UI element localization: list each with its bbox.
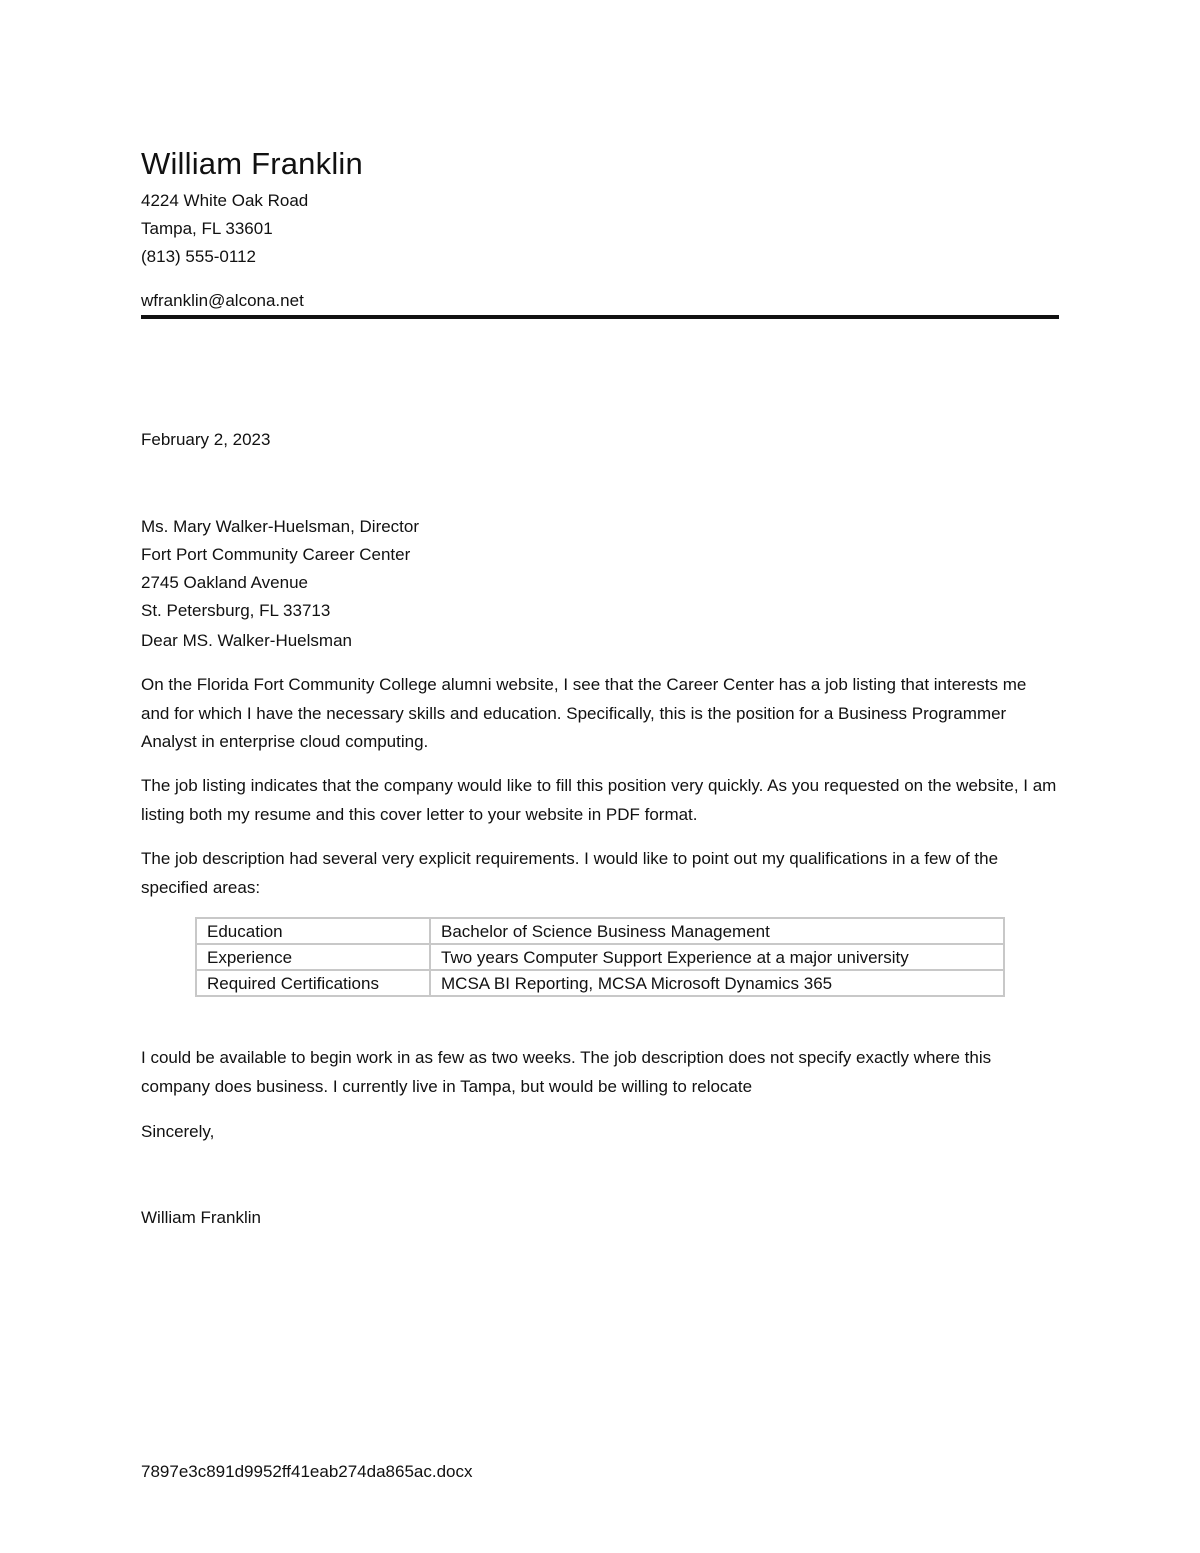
body-paragraph-4: I could be available to begin work in as few as two weeks. The job description does not specify exactly where this company does business. I currently live in Tampa, but would be willing to relocate — [141, 1048, 992, 1096]
sender-name: William Franklin — [141, 146, 363, 181]
letter-date: February 2, 2023 — [141, 430, 271, 449]
footer-filename: 7897e3c891d9952ff41eab274da865ac.docx — [141, 1462, 473, 1481]
recipient-street: 2745 Oakland Avenue — [141, 573, 308, 592]
qualification-label: Education — [196, 918, 430, 944]
body-paragraph-2: The job listing indicates that the company would like to fill this position very quickly. As you requested on the website, I am listing both my resume and this cover letter to your website in PDF format. — [141, 776, 1057, 824]
qualification-value: MCSA BI Reporting, MCSA Microsoft Dynamics 365 — [430, 970, 1004, 996]
table-row — [196, 944, 1004, 970]
header-divider — [141, 315, 1059, 319]
table-row — [196, 918, 1004, 944]
qualification-label: Experience — [196, 944, 430, 970]
recipient-name-title: Ms. Mary Walker-Huelsman, Director — [141, 517, 420, 536]
signature: William Franklin — [141, 1208, 261, 1227]
body-paragraph-3: The job description had several very explicit requirements. I would like to point out my qualifications in a few of the specified areas: — [141, 849, 999, 897]
sender-street: 4224 White Oak Road — [141, 191, 309, 210]
sender-email: wfranklin@alcona.net — [141, 291, 304, 310]
recipient-city-state-zip: St. Petersburg, FL 33713 — [141, 601, 331, 620]
qualification-label: Required Certifications — [196, 970, 430, 996]
sender-city-state-zip: Tampa, FL 33601 — [141, 219, 273, 238]
qualification-value: Bachelor of Science Business Management — [430, 918, 1004, 944]
recipient-organization: Fort Port Community Career Center — [141, 545, 411, 564]
sender-phone: (813) 555-0112 — [141, 247, 256, 266]
body-paragraph-1: On the Florida Fort Community College alumni website, I see that the Career Center has a job listing that interests me and for which I have the necessary skills and education. Specifically, this is the position for a Business Programmer Analyst in enterprise cloud computing. — [141, 675, 1027, 751]
salutation: Dear MS. Walker-Huelsman — [141, 631, 352, 650]
qualification-value: Two years Computer Support Experience at a major university — [430, 944, 1004, 970]
closing: Sincerely, — [141, 1122, 215, 1141]
qualifications-table — [195, 917, 1005, 997]
table-row — [196, 970, 1004, 996]
